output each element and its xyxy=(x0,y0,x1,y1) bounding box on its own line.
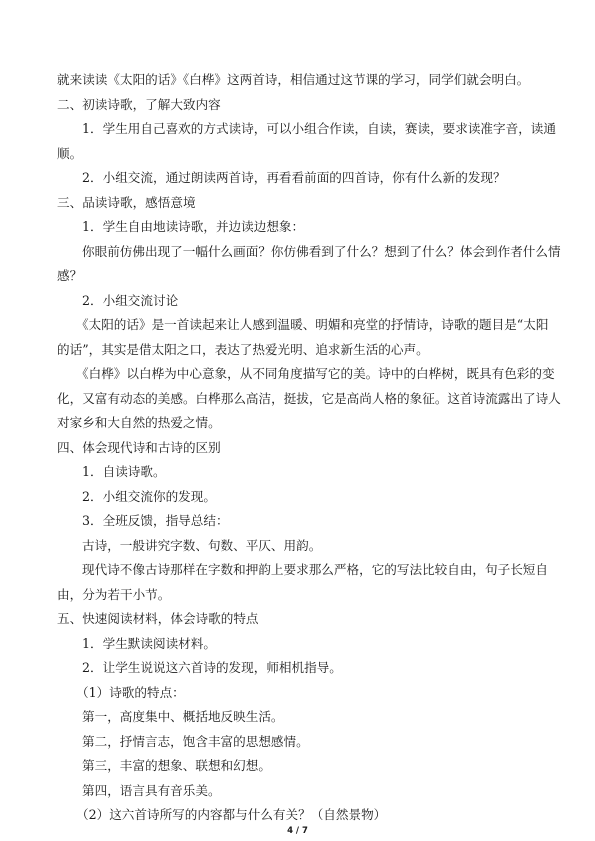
text-line: 1．学生用自己喜欢的方式读诗，可以小组合作读，自读，赛读，要求读准字音，读通 xyxy=(82,121,556,136)
section-heading: 二、初读诗歌，了解大致内容 xyxy=(57,97,221,112)
text-line: 感？ xyxy=(57,268,83,283)
text-line: 2．小组交流你的发现。 xyxy=(82,489,216,504)
text-line: 1．学生默读阅读材料。 xyxy=(82,636,216,651)
text-line: 第三，丰富的想象、联想和幻想。 xyxy=(82,758,271,773)
text-line: 现代诗不像古诗那样在字数和押韵上要求那么严格，它的写法比较自由，句子长短自 xyxy=(82,562,548,577)
section-heading: 五、快速阅读材料，体会诗歌的特点 xyxy=(57,611,259,626)
text-line: 2．小组交流，通过朗读两首诗，再看看前面的四首诗，你有什么新的发现？ xyxy=(82,170,506,185)
text-line: 2．让学生说说这六首诗的发现，师相机指导。 xyxy=(82,660,342,675)
section-heading: 四、体会现代诗和古诗的区别 xyxy=(57,440,221,455)
text-line: 《太阳的话》是一首读起来让人感到温暖、明媚和亮堂的抒情诗，诗歌的题目是“太阳 xyxy=(76,317,549,332)
text-line: 就来读读《太阳的话》《白桦》这两首诗，相信通过这节课的学习，同学们就会明白。 xyxy=(57,72,530,87)
text-line: 1．自读诗歌。 xyxy=(82,464,166,479)
text-line: 3．全班反馈，指导总结： xyxy=(82,513,229,528)
text-line: 古诗，一般讲究字数、句数、平仄、用韵。 xyxy=(82,538,322,553)
page-number: 4 / 7 xyxy=(287,826,308,836)
text-line: 的话”，其实是借太阳之口，表达了热爱光明、追求新生活的心声。 xyxy=(57,342,429,357)
text-line: 第一，高度集中、概括地反映生活。 xyxy=(82,709,284,724)
text-line: （1）诗歌的特点： xyxy=(76,685,185,700)
text-line: （2）这六首诗所写的内容都与什么有关？（自然景物） xyxy=(76,807,387,822)
text-line: 《白桦》以白桦为中心意象，从不同角度描写它的美。诗中的白桦树，既具有色彩的变 xyxy=(76,366,555,381)
text-line: 2．小组交流讨论 xyxy=(82,293,179,308)
text-line: 由，分为若干小节。 xyxy=(57,587,171,602)
text-line: 你眼前仿佛出现了一幅什么画面？你仿佛看到了什么？想到了什么？体会到作者什么情 xyxy=(82,244,561,259)
text-line: 第四，语言具有音乐美。 xyxy=(82,783,221,798)
text-line: 1．学生自由地读诗歌，并边读边想象： xyxy=(82,219,305,234)
text-line: 化，又富有动态的美感。白桦那么高洁，挺拔，它是高尚人格的象征。这首诗流露出了诗人 xyxy=(57,391,561,406)
text-line: 第二，抒情言志，饱含丰富的思想感情。 xyxy=(82,734,309,749)
text-line: 对家乡和大自然的热爱之情。 xyxy=(57,415,221,430)
text-line: 顺。 xyxy=(57,146,83,161)
section-heading: 三、品读诗歌，感悟意境 xyxy=(57,195,196,210)
